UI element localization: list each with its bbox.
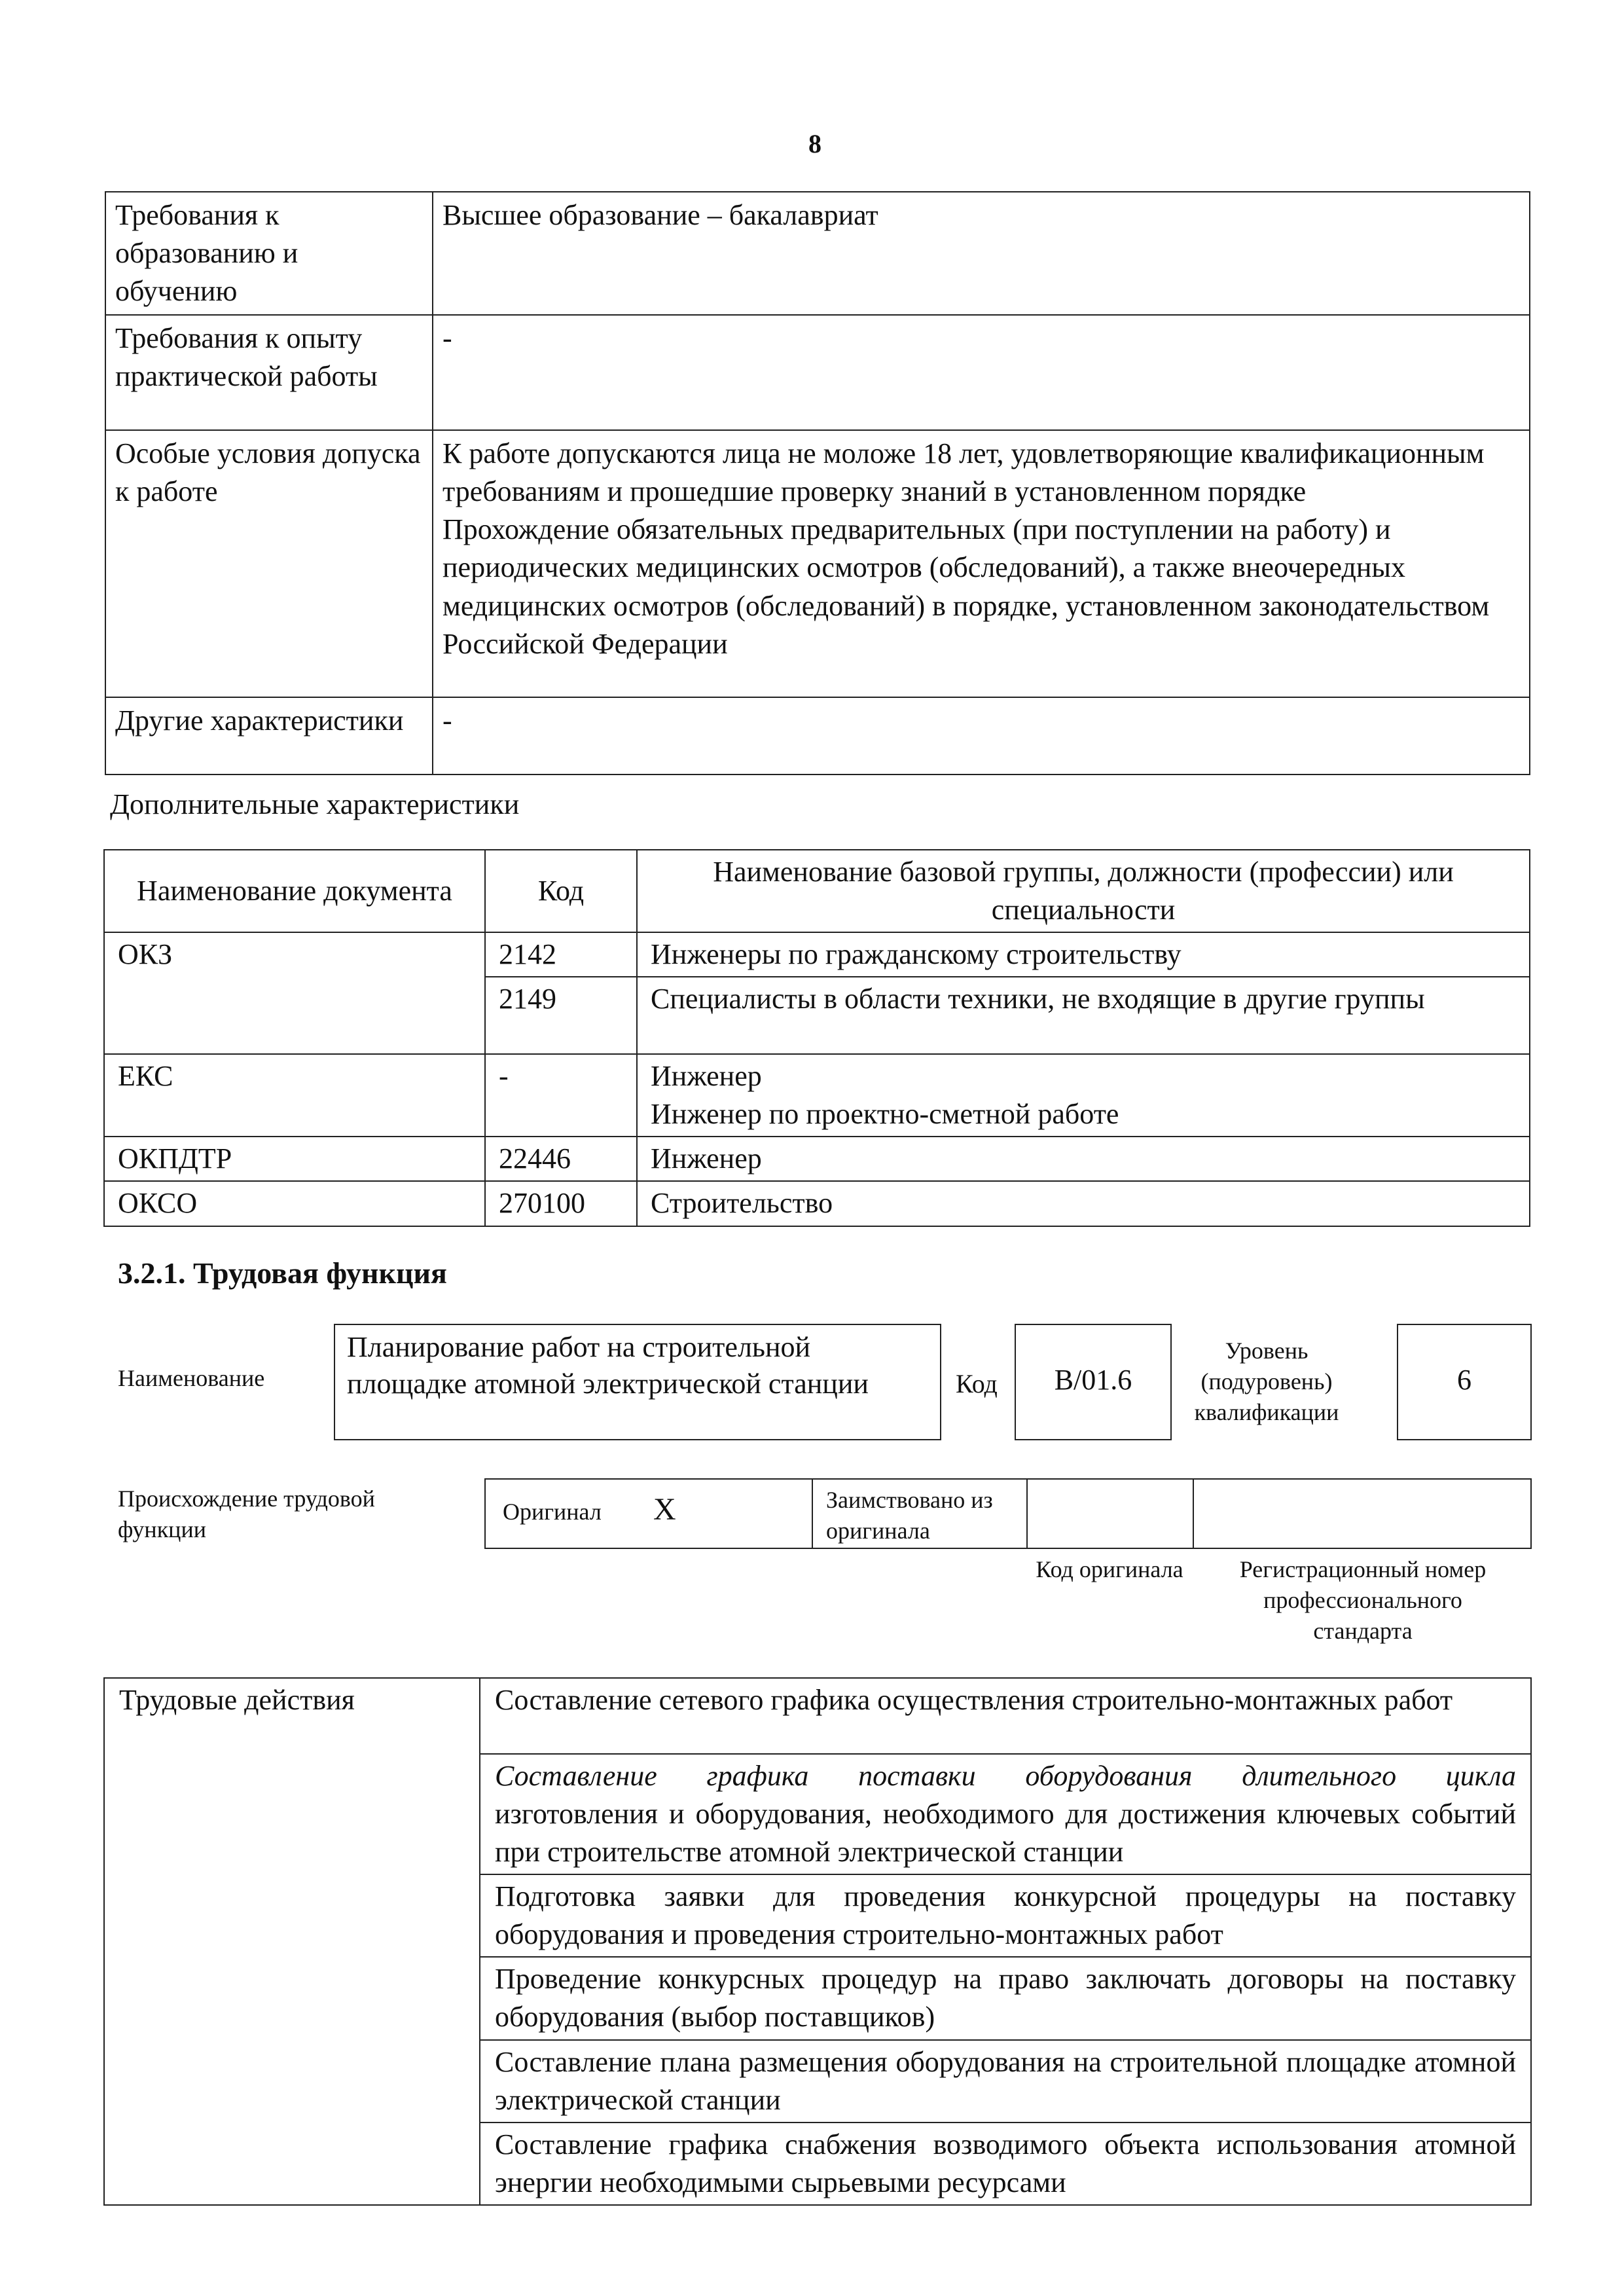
labor-action-line: изготовления и оборудования, необходимого для достижения ключевых событий при строительстве атомной электрической станции [495,1798,1516,1868]
name-cell: Специалисты в области техники, не входящие в другие группы [637,977,1530,1054]
original-mark: X [653,1492,676,1527]
table-row [105,430,1530,697]
column-header: Наименование документа [104,850,485,932]
labor-action-item: Составление сетевого графика осуществления строительно-монтажных работ [480,1678,1531,1754]
requirement-paragraph: Прохождение обязательных предварительных (при поступлении на работу) и периодических медицинских осмотров (обследований), а также внеочередных медицинских осмотров (обследований) в порядке, установленном законодательством Российской Федерации [442,513,1490,660]
requirements-table [105,191,1530,775]
requirement-label: Особые условия допуска к работе [105,430,433,697]
labor-action-item: Составление плана размещения оборудования на строительной площадке атомной электрической станции [480,2040,1531,2123]
requirement-label: Требования к образованию и обучению [105,192,433,315]
borrowed-cell: Заимствовано из оригинала [812,1478,1028,1549]
requirement-value: - [433,315,1530,430]
table-row [105,697,1530,774]
doc-cell: ЕКС [104,1054,485,1137]
original-code-cell [1026,1478,1194,1549]
labor-action-item [480,1754,1531,1874]
reg-number-caption: Регистрационный номер профессионального стандарта [1239,1556,1487,1644]
doc-cell: ОКПДТР [104,1137,485,1181]
labor-action-item: Проведение конкурсных процедур на право заключать договоры на поставку оборудования (выбор поставщиков) [480,1957,1531,2039]
name-cell [637,1054,1530,1137]
original-label: Оригинал [503,1499,602,1525]
table-header-row [104,850,1530,932]
code-cell: 22446 [485,1137,637,1181]
name-cell: Инженер [637,1137,1530,1181]
table-row [105,315,1530,430]
name-cell: Строительство [637,1181,1530,1226]
labor-action-item: Составление графика снабжения возводимого объекта использования атомной энергии необходимыми сырьевыми ресурсами [480,2123,1531,2205]
code-cell: 270100 [485,1181,637,1226]
table-row [104,1054,1530,1137]
requirement-paragraph: К работе допускаются лица не моложе 18 лет, удовлетворяющие квалификационным требованиям и прошедшие проверку знаний в установленном порядке [442,437,1485,508]
code-cell: - [485,1054,637,1137]
table-row [105,192,1530,315]
level-box: 6 [1397,1324,1532,1440]
labor-action-item: Подготовка заявки для проведения конкурсной процедуры на поставку оборудования и проведения строительно-монтажных работ [480,1874,1531,1957]
origin-label: Происхождение трудовой функции [118,1485,375,1542]
name-line: Инженер по проектно-сметной работе [651,1098,1119,1131]
table-row [104,932,1530,977]
column-header: Наименование базовой группы, должности (профессии) или специальности [637,850,1530,932]
requirement-value [433,430,1530,697]
level-label: Уровень (подуровень) квалификации [1194,1338,1339,1425]
labor-actions-table [103,1677,1532,2206]
table-row [104,1678,1531,1754]
additional-characteristics-table [103,849,1530,1227]
table-row [104,1181,1530,1226]
labor-actions-label: Трудовые действия [104,1678,480,2205]
name-line: Инженер [651,1060,762,1093]
labor-action-line-italic: Составление графика поставки оборудования длительного цикла [495,1760,1516,1792]
function-name-box: Планирование работ на строительной площадке атомной электрической станции [334,1324,941,1440]
doc-cell: ОКЗ [104,932,485,1054]
name-label: Наименование [118,1365,265,1391]
code-label: Код [956,1369,998,1398]
requirement-value: - [433,697,1530,774]
additional-title: Дополнительные характеристики [110,788,520,820]
original-cell [484,1478,813,1549]
requirement-value: Высшее образование – бакалавриат [433,192,1530,315]
column-header: Код [485,850,637,932]
requirement-label: Требования к опыту практической работы [105,315,433,430]
reg-number-cell [1193,1478,1532,1549]
original-code-caption: Код оригинала [1036,1556,1183,1582]
name-cell: Инженеры по гражданскому строительству [637,932,1530,977]
page-number: 8 [808,129,821,158]
table-row [104,1137,1530,1181]
code-cell: 2142 [485,932,637,977]
section-heading: 3.2.1. Трудовая функция [118,1256,447,1290]
requirement-label: Другие характеристики [105,697,433,774]
function-code-box: B/01.6 [1015,1324,1172,1440]
code-cell: 2149 [485,977,637,1054]
doc-cell: ОКСО [104,1181,485,1226]
